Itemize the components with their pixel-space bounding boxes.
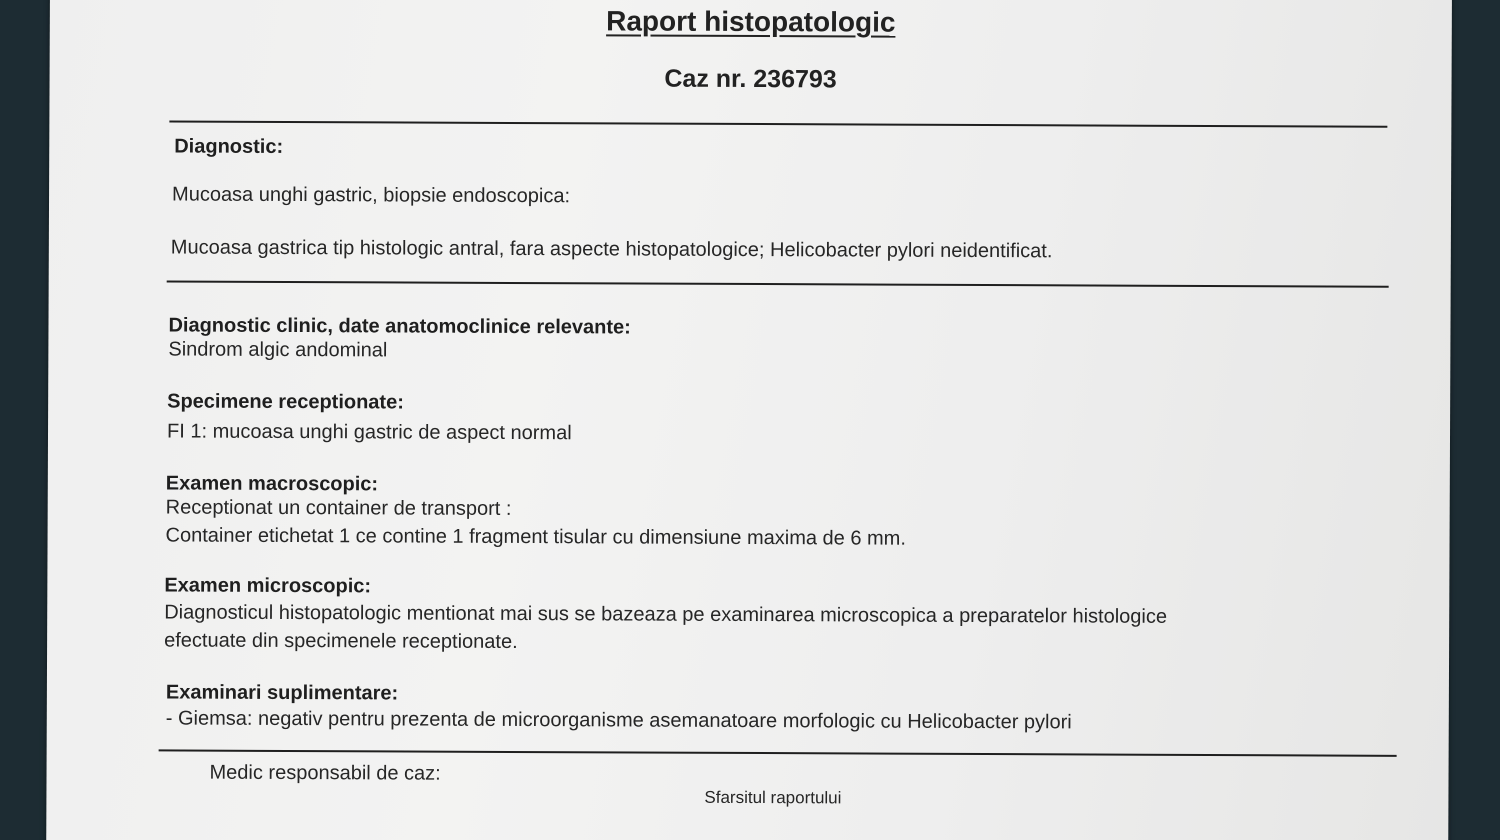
micro-line-2: efectuate din specimenele receptionate. [164,629,518,653]
divider-top [169,120,1387,127]
clinic-heading: Diagnostic clinic, date anatomoclinice relevante: [168,314,631,339]
report-page [46,0,1452,840]
macro-heading: Examen macroscopic: [165,472,379,496]
report-title: Raport histopatologic [606,5,896,38]
extra-text: - Giemsa: negativ pentru prezenta de microorganisme asemanatoare morfologic cu Helicobacter pylori [165,707,1072,734]
extra-heading: Examinari suplimentare: [165,681,399,705]
macro-line-1: Receptionat un container de transport : [165,496,512,520]
doctor-label: Medic responsabil de caz: [209,761,441,785]
micro-heading: Examen microscopic: [164,574,372,598]
specimens-heading: Specimene receptionate: [167,390,404,414]
diagnostic-heading: Diagnostic: [174,135,284,158]
divider-middle [167,280,1389,287]
diagnostic-line-2: Mucoasa gastrica tip histologic antral, fara aspecte histopatologice; Helicobacter pylori neidentificat. [170,236,1053,263]
diagnostic-line-1: Mucoasa unghi gastric, biopsie endoscopica: [172,183,571,208]
specimens-text: FI 1: mucoasa unghi gastric de aspect normal [166,420,572,445]
report-end: Sfarsitul raportului [704,787,842,808]
clinic-text: Sindrom algic andominal [168,338,388,362]
divider-bottom [159,749,1397,756]
macro-line-2: Container etichetat 1 ce contine 1 fragment tisular cu dimensiune maxima de 6 mm. [165,524,906,550]
micro-line-1: Diagnosticul histopatologic mentionat mai sus se bazeaza pe examinarea microscopica a preparatelor histologice [164,601,1168,628]
case-number: Caz nr. 236793 [664,64,837,94]
